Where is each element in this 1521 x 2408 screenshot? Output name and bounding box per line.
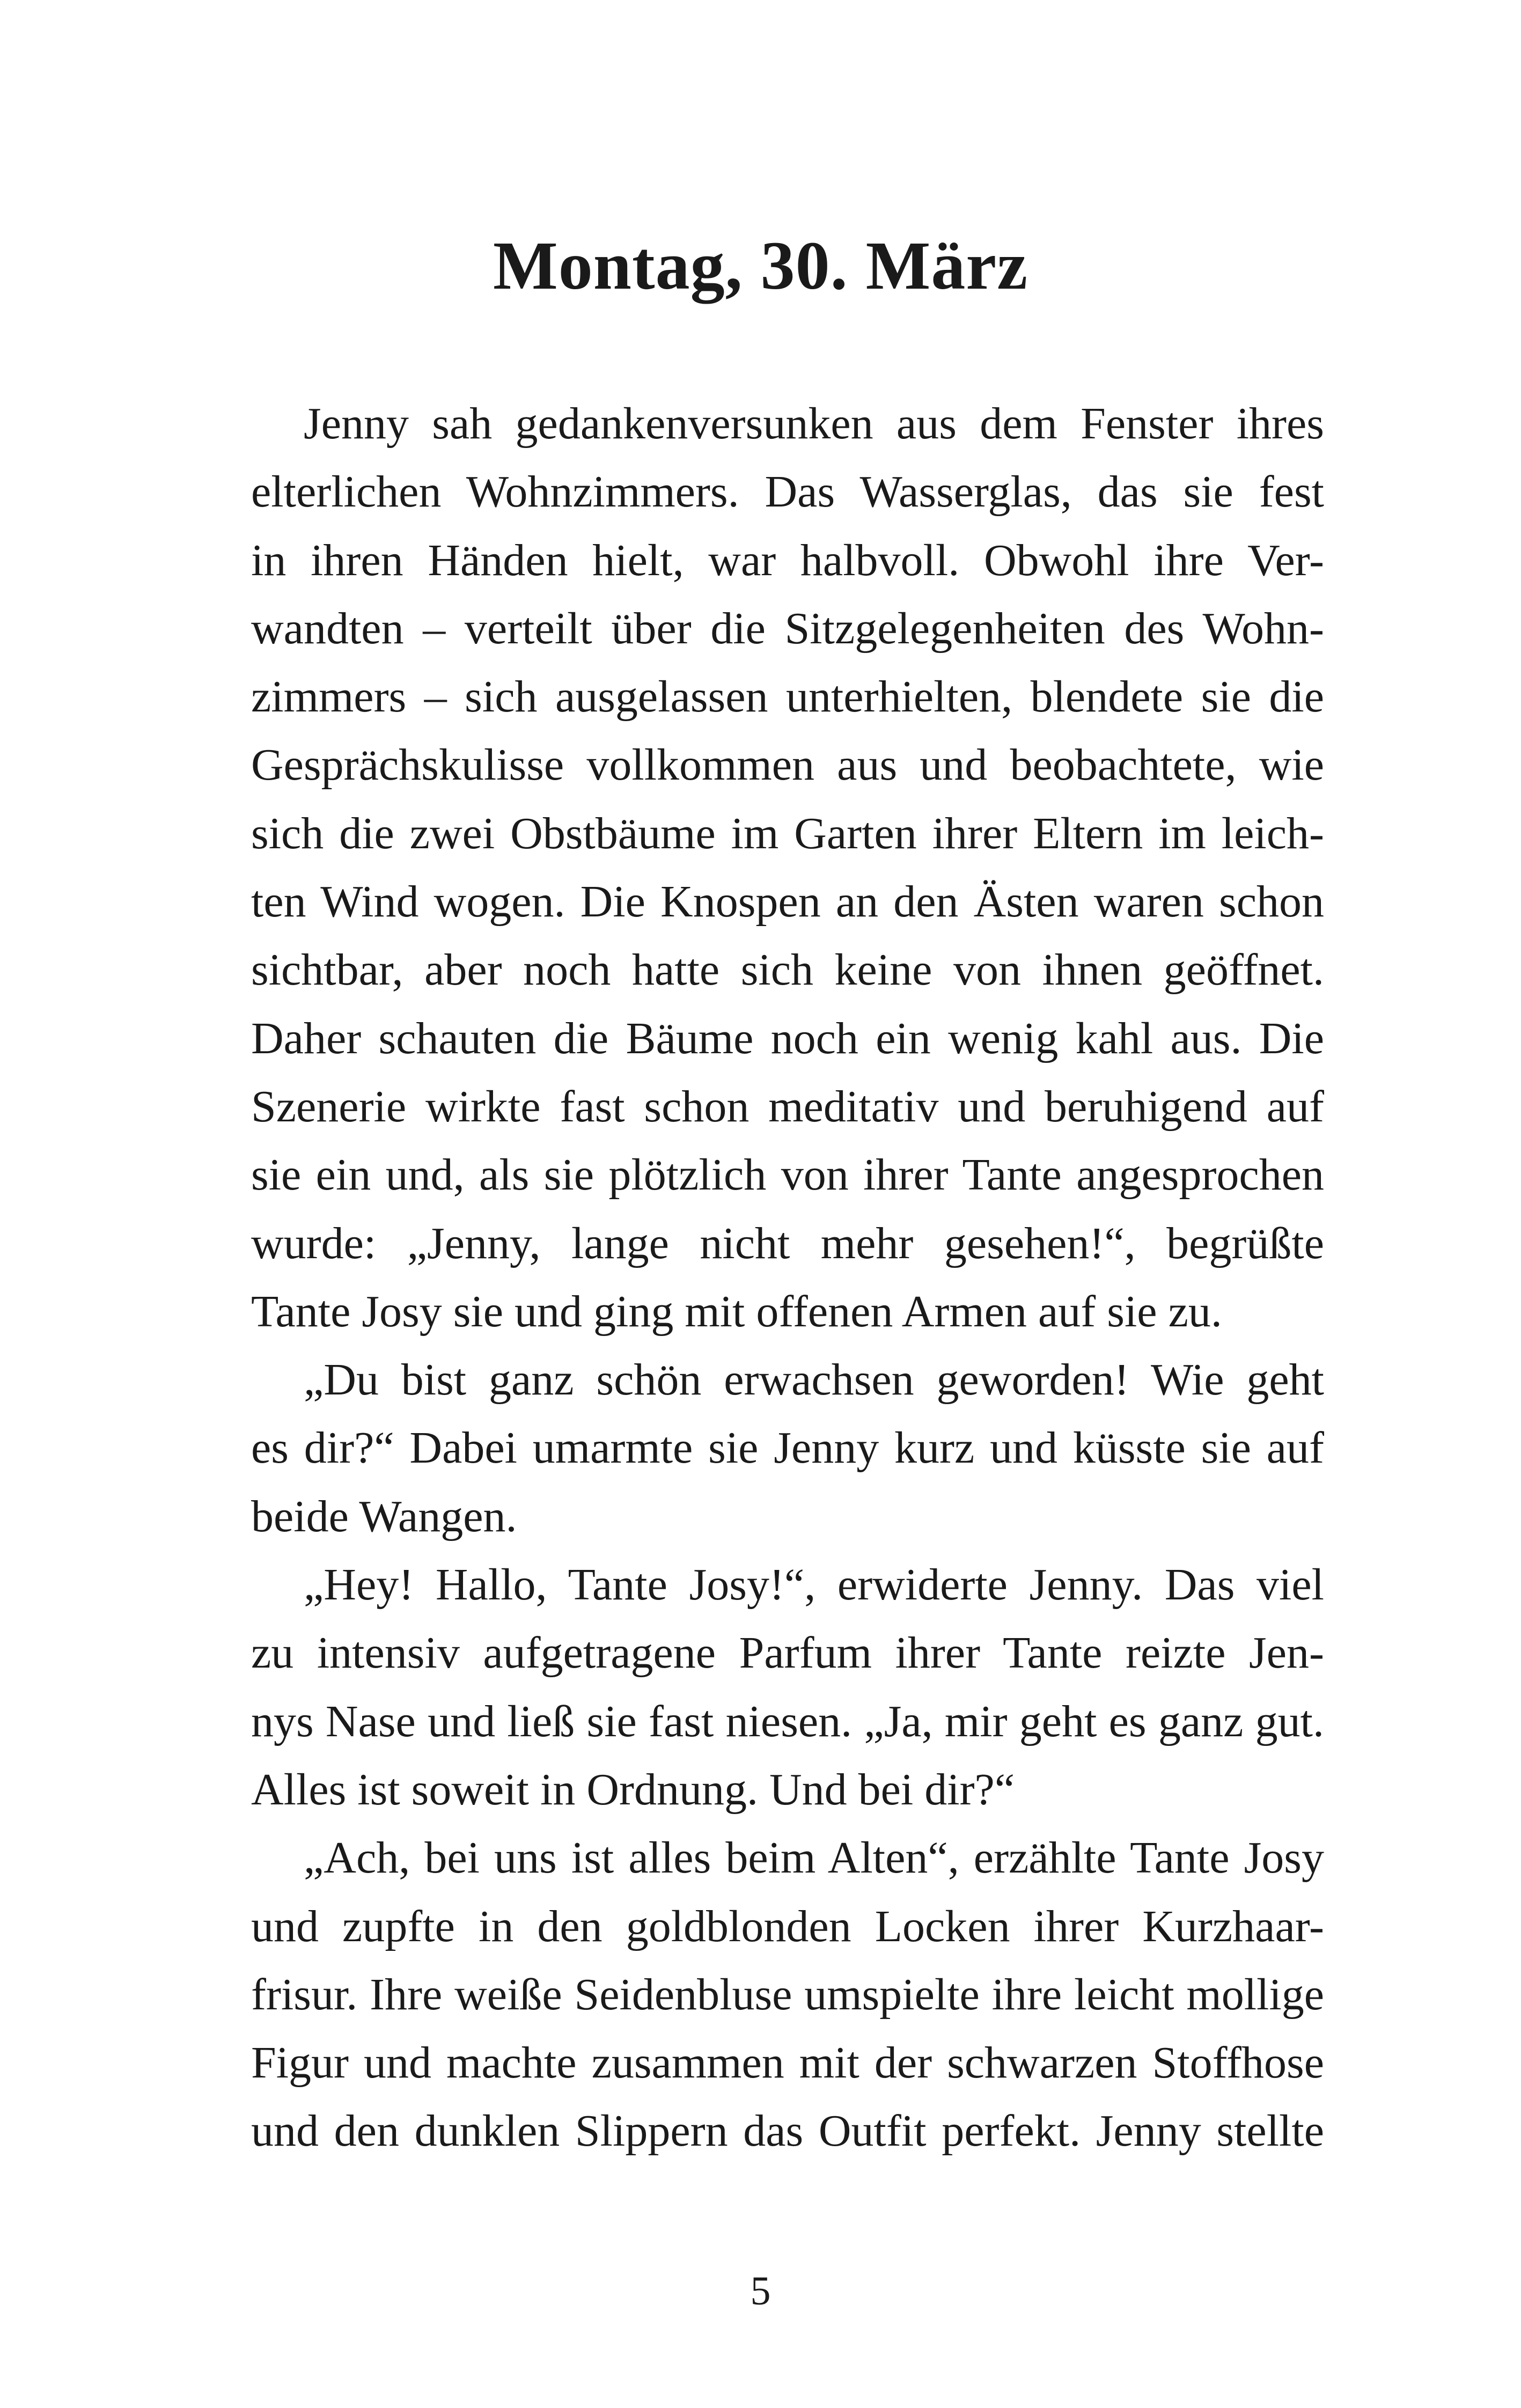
page-number: 5 [750,2268,771,2314]
text-line: „Hey! Hallo, Tante Josy!“, erwiderte Jenny. Das viel [304,1560,1324,1610]
text-line: elterlichen Wohnzimmers. Das Wasserglas, das sie fest [251,467,1324,517]
text-line: Gesprächskulisse vollkommen aus und beobachtete, wie [251,740,1324,790]
text-line: beide Wangen. [251,1491,517,1541]
text-line: Alles ist soweit in Ordnung. Und bei dir?“ [251,1764,1015,1815]
chapter-title: Montag, 30. März [493,227,1028,304]
text-line: wurde: „Jenny, lange nicht mehr gesehen!“, begrüßte [251,1218,1324,1268]
text-line: es dir?“ Dabei umarmte sie Jenny kurz und küsste sie auf [251,1423,1324,1473]
text-line: Szenerie wirkte fast schon meditativ und beruhigend auf [251,1081,1324,1132]
text-line: Tante Josy sie und ging mit offenen Armen auf sie zu. [251,1286,1222,1337]
text-line: zu intensiv aufgetragene Parfum ihrer Tante reizte Jen- [251,1628,1324,1678]
text-line: Daher schauten die Bäume noch ein wenig kahl aus. Die [251,1013,1324,1063]
text-line: sichtbar, aber noch hatte sich keine von ihnen geöffnet. [251,945,1324,995]
text-line: ten Wind wogen. Die Knospen an den Ästen waren schon [251,877,1324,927]
text-line: wandten – verteilt über die Sitzgelegenheiten des Wohn- [251,603,1324,654]
text-line: sich die zwei Obstbäume im Garten ihrer Eltern im leich- [251,808,1324,858]
text-line: frisur. Ihre weiße Seidenbluse umspielte ihre leicht mollige [251,1969,1324,2020]
text-line: zimmers – sich ausgelassen unterhielten, blendete sie die [251,672,1324,722]
text-line: in ihren Händen hielt, war halbvoll. Obwohl ihre Ver- [251,535,1324,585]
text-line: „Du bist ganz schön erwachsen geworden! Wie geht [304,1355,1324,1405]
text-line: und zupfte in den goldblonden Locken ihrer Kurzhaar- [251,1901,1324,1951]
text-line: „Ach, bei uns ist alles beim Alten“, erzählte Tante Josy [304,1833,1324,1883]
text-line: und den dunklen Slippern das Outfit perfekt. Jenny stellte [251,2106,1324,2156]
text-line: Figur und machte zusammen mit der schwarzen Stoffhose [251,2038,1324,2088]
body-text [251,390,1324,2165]
text-line: Jenny sah gedankenversunken aus dem Fenster ihres [304,399,1324,449]
text-line: sie ein und, als sie plötzlich von ihrer Tante angesprochen [251,1150,1324,1200]
text-line: nys Nase und ließ sie fast niesen. „Ja, mir geht es ganz gut. [251,1696,1324,1746]
